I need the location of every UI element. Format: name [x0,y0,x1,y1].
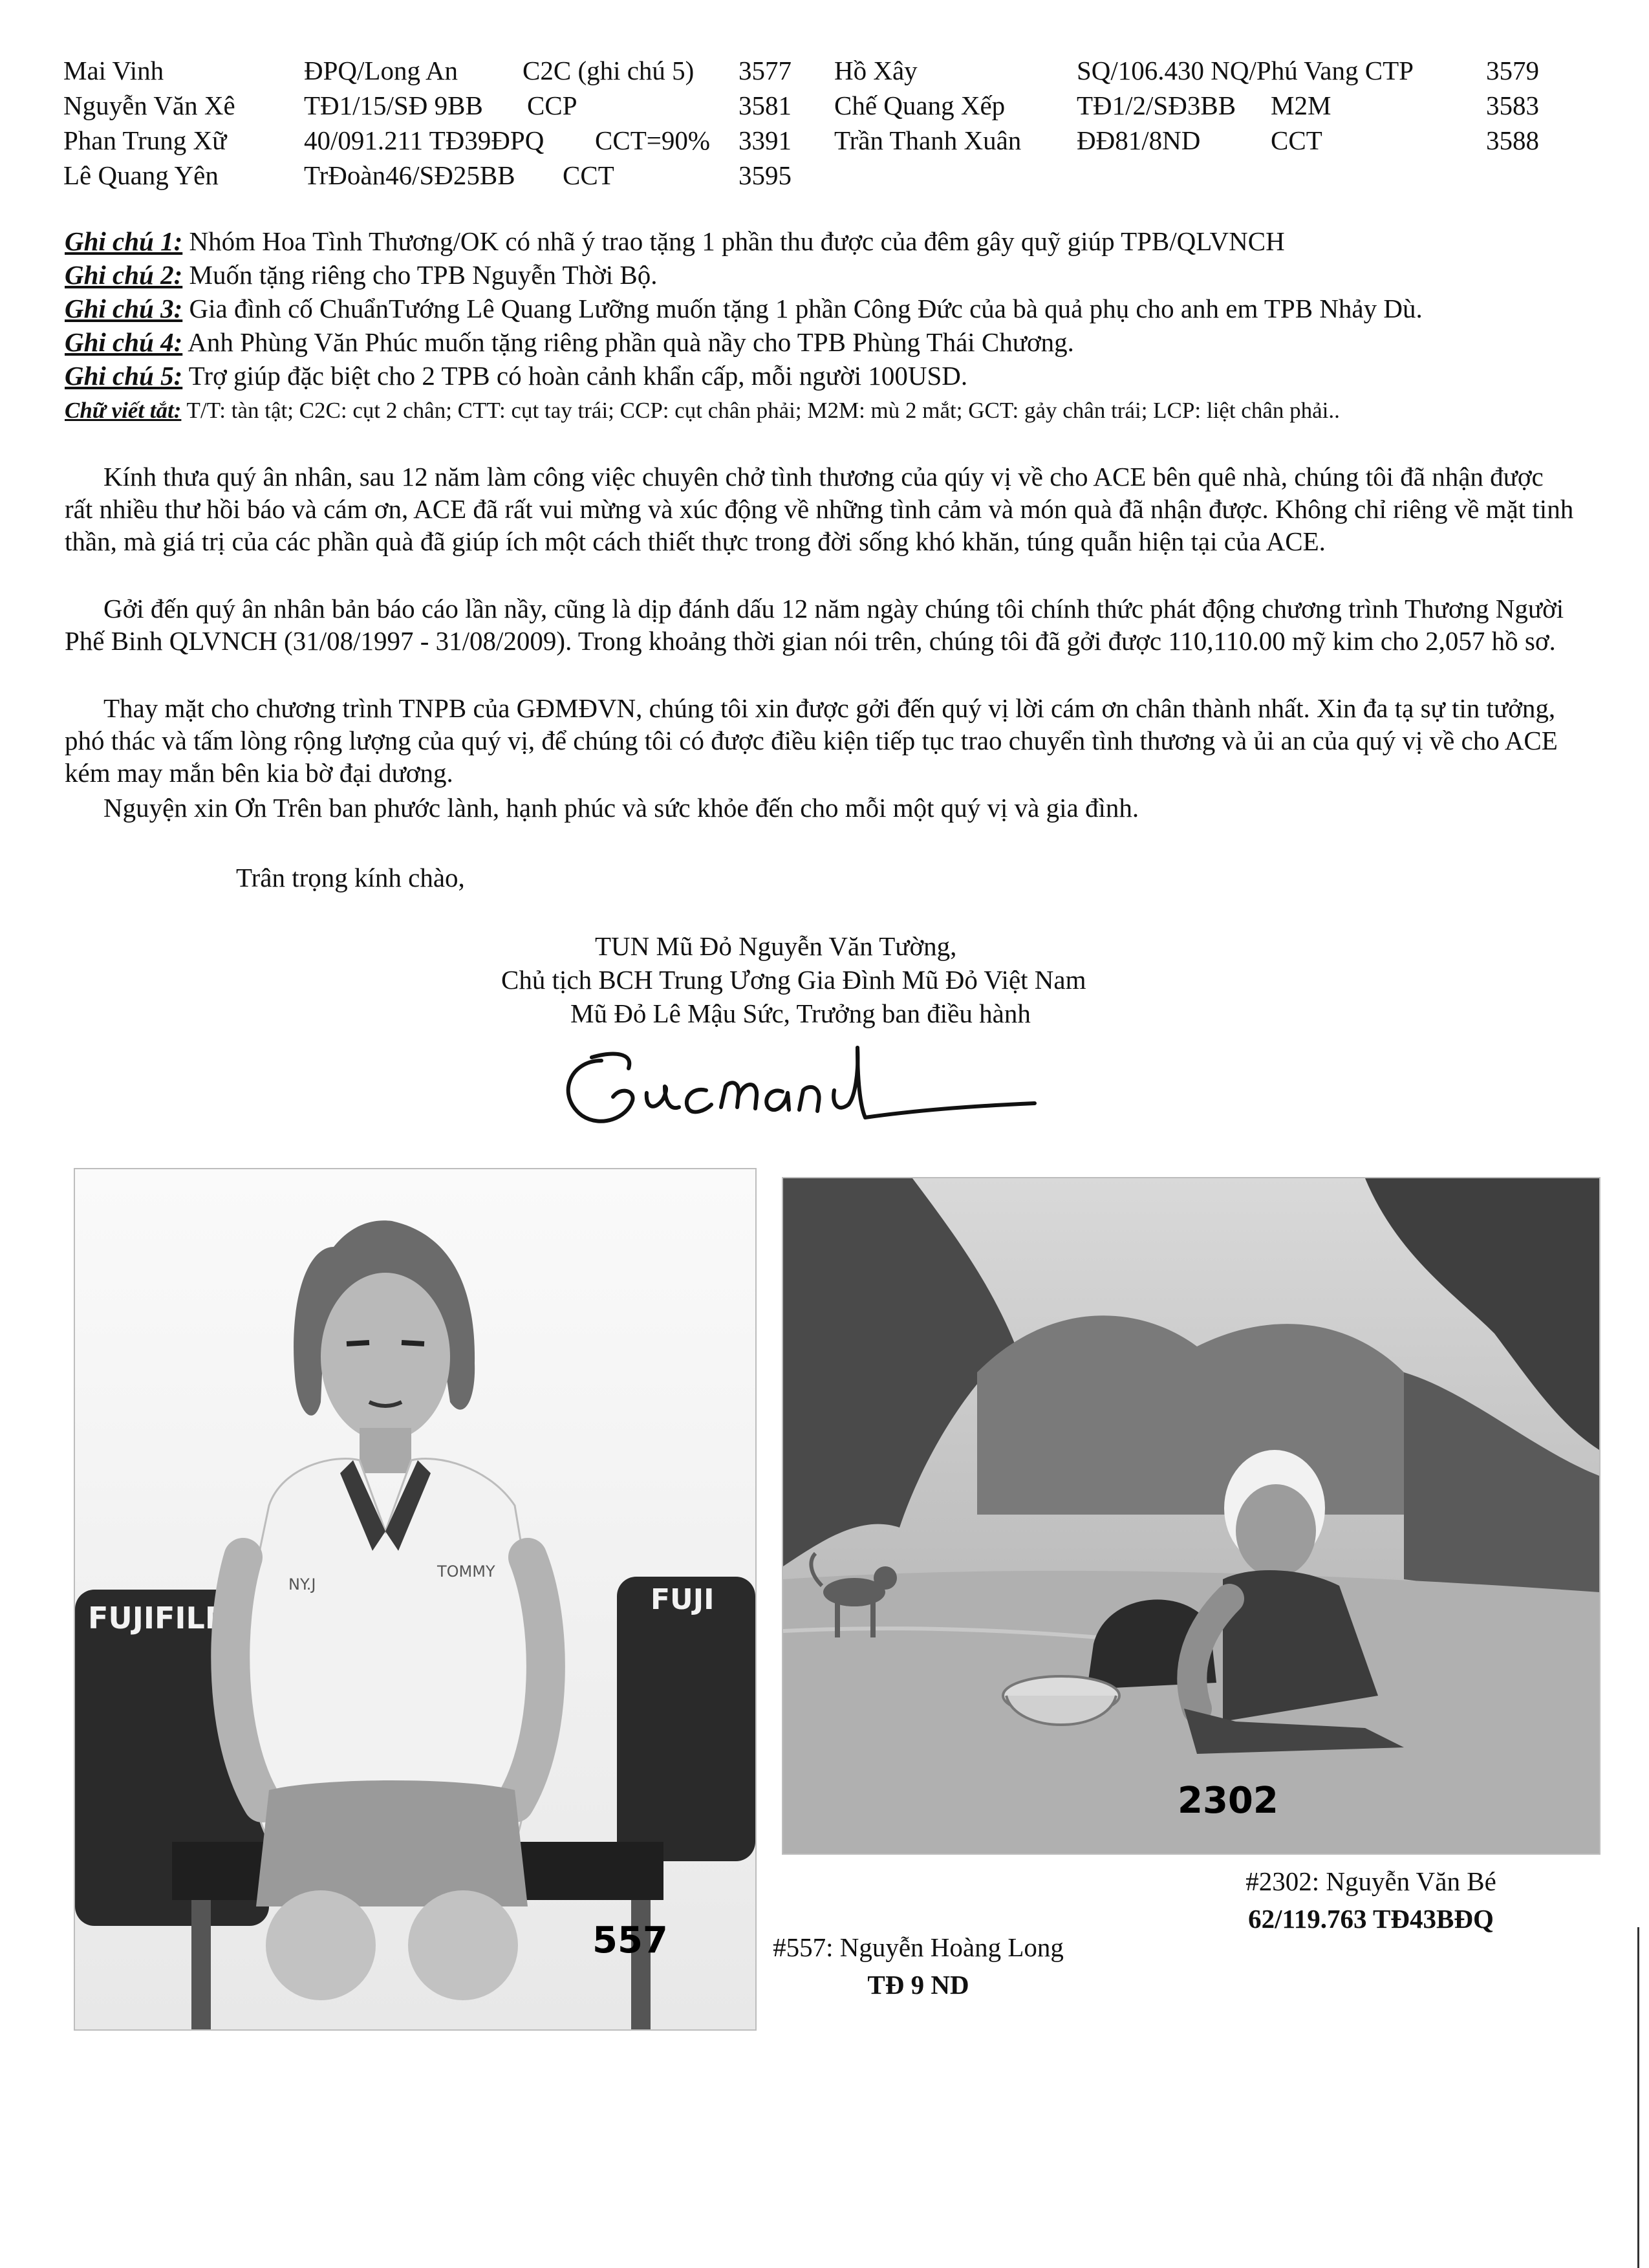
roster-unit: 40/091.211 TĐ39ĐPQ [304,125,544,155]
roster-status: CCT [1271,125,1322,155]
roster-id: 3595 [738,160,792,190]
roster-name: Trần Thanh Xuân [834,125,1022,155]
note-text: Gia đình cố ChuẩnTướng Lê Quang Lưỡng muốn tặng 1 phần Công Đức của bà quả phụ cho anh em TPB Nhảy Dù. [189,294,1423,323]
caption-left-name: #557: Nguyễn Hoàng Long [773,1932,1064,1962]
signer-line-1: TUN Mũ Đỏ Nguyễn Văn Tường, [595,931,957,961]
note-2 [65,259,657,291]
photo-left-number: 557 [592,1919,668,1961]
roster-unit: SQ/106.430 NQ/Phú Vang CTP [1077,56,1414,85]
note-label: Ghi chú 4: [65,327,183,357]
roster-id: 3579 [1486,56,1539,85]
shirt-print-2: TOMMY [437,1562,495,1581]
note-label: Ghi chú 1: [65,226,183,256]
letter-paragraph-4: Nguyện xin Ơn Trên ban phước lành, hạnh phúc và sức khỏe đến cho mỗi một quý vị và gia đình. [103,793,1139,823]
roster-status: CCT [563,160,614,190]
note-label: Chữ viết tắt: [65,398,182,423]
note-label: Ghi chú 2: [65,260,183,290]
note-text: Muốn tặng riêng cho TPB Nguyễn Thời Bộ. [189,260,658,290]
signer-line-2: Chủ tịch BCH Trung Ương Gia Đình Mũ Đỏ Việt Nam [501,965,1086,995]
roster-id: 3583 [1486,91,1539,120]
chair-brand-label: FUJIFILM [88,1601,235,1636]
photo-right-image [783,1178,1599,1853]
note-text: T/T: tàn tật; C2C: cụt 2 chân; CTT: cụt tay trái; CCP: cụt chân phải; M2M: mù 2 mắt; GCT: gảy chân trái; LCP: liệt chân phải.. [186,398,1340,423]
photo-right [782,1177,1600,1855]
note-1 [65,225,1285,257]
photo-left [74,1168,757,2031]
signer-line-3: Mũ Đỏ Lê Mậu Sức, Trưởng ban điều hành [570,999,1031,1028]
roster-id: 3581 [738,91,792,120]
handwritten-signature [556,1035,1048,1145]
letter-paragraph-1: Kính thưa quý ân nhân, sau 12 năm làm công việc chuyên chở tình thương của qúy vị về cho ACE bên quê nhà, chúng tôi đã nhận được rất nhiều thư hồi báo và cám ơn, ACE đã rất vui mừng và xúc động về những tình cảm và món quà đã nhận được. Không chỉ riêng về mặt tinh thần, mà giá trị của các phần quà đã giúp ích một cách thiết thực trong đời sống khó khăn, túng quẫn hiện tại của ACE. [65,462,1574,556]
roster-name: Hồ Xây [834,56,918,85]
note-abbreviations [65,394,1340,427]
note-text: Nhóm Hoa Tình Thương/OK có nhã ý trao tặng 1 phần thu được của đêm gây quỹ giúp TPB/QLVNCH [189,226,1285,256]
photo-right-number: 2302 [1178,1780,1278,1822]
roster-name: Chế Quang Xếp [834,91,1006,120]
roster-name: Lê Quang Yên [63,160,219,190]
roster-id: 3588 [1486,125,1539,155]
roster-name: Mai Vinh [63,56,164,85]
roster-status: CCT=90% [595,125,711,155]
roster-status: CCP [527,91,577,120]
photo-left-image [75,1169,755,2029]
roster-name: Phan Trung Xữ [63,125,227,155]
roster-unit: TĐ1/15/SĐ 9BB [304,91,483,120]
chair-brand-label-right: FUJI [651,1583,715,1616]
roster-id: 3577 [738,56,792,85]
letter-paragraph-3: Thay mặt cho chương trình TNPB của GĐMĐVN, chúng tôi xin được gởi đến quý vị lời cám ơn chân thành nhất. Xin đa tạ sự tin tưởng, phó thác và tấm lòng rộng lượng của quý vị, để chúng tôi có được điều kiện tiếp tục trao chuyển tình thương và ủi an của quý vị về cho ACE kém may mắn bên kia bờ đại dương. [65,693,1558,788]
roster-unit: ĐPQ/Long An [304,56,458,85]
note-label: Ghi chú 3: [65,294,183,323]
roster-status: M2M [1271,91,1331,120]
roster-status: C2C (ghi chú 5) [523,56,695,85]
note-text: Trợ giúp đặc biệt cho 2 TPB có hoàn cảnh khẩn cấp, mỗi người 100USD. [188,361,968,391]
caption-right-name: #2302: Nguyễn Văn Bé [1245,1866,1496,1896]
caption-right [1203,1863,1539,1938]
roster-unit: TrĐoàn46/SĐ25BB [304,160,515,190]
note-text: Anh Phùng Văn Phúc muốn tặng riêng phần quà nầy cho TPB Phùng Thái Chương. [188,327,1074,357]
letter-paragraph-2: Gởi đến quý ân nhân bản báo cáo lần nầy, cũng là dịp đánh dấu 12 năm ngày chúng tôi chính thức phát động chương trình Thương Người Phế Binh QLVNCH (31/08/1997 - 31/08/2009). Trong khoảng thời gian nói trên, chúng tôi đã gởi được 110,110.00 mỹ kim cho 2,057 hồ sơ. [65,594,1564,656]
roster-unit: ĐĐ81/8ND [1077,125,1201,155]
roster-unit: TĐ1/2/SĐ3BB [1077,91,1236,120]
scan-edge-line [1637,1927,1639,2268]
caption-left-unit: TĐ 9 ND [867,1970,969,2000]
shirt-print: NY.J [288,1575,316,1593]
note-5 [65,360,967,392]
roster-id: 3391 [738,125,792,155]
caption-right-unit: 62/119.763 TĐ43BĐQ [1248,1904,1494,1934]
caption-left [737,1928,1099,2003]
note-3 [65,292,1423,325]
roster-name: Nguyễn Văn Xê [63,91,235,120]
note-label: Ghi chú 5: [65,361,183,391]
note-4 [65,326,1074,358]
closing: Trân trọng kính chào, [236,863,465,892]
